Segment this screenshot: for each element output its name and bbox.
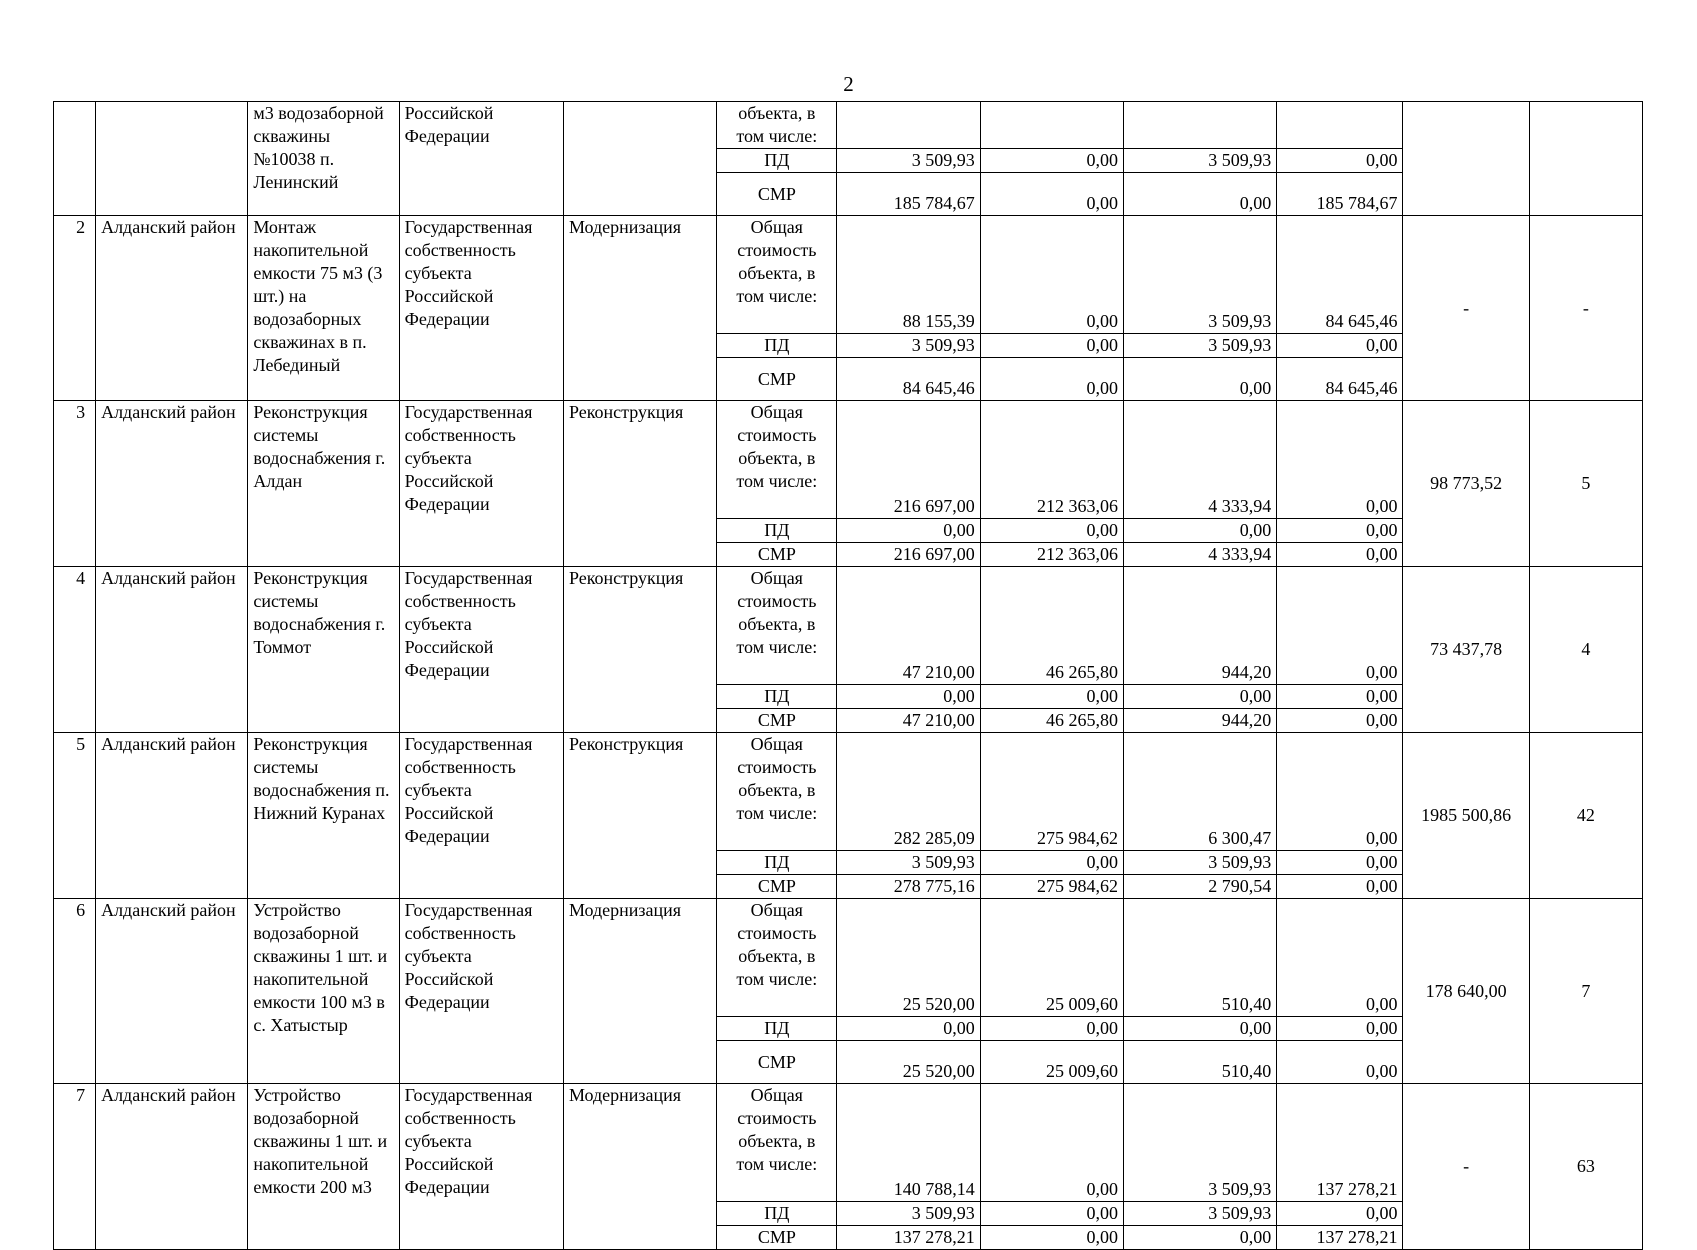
object-name-cell: Устройство водозаборной скважины 1 шт. и накопительной емкости 100 м3 в с. Хатыстыр: [248, 899, 399, 1084]
cost-type-total-label: Общая стоимость объекта, в том числе:: [717, 567, 837, 685]
count-cell: 42: [1529, 733, 1642, 899]
capacity-cell: 98 773,52: [1403, 401, 1529, 567]
work-type-cell: [563, 102, 716, 216]
total-value-cell: 3 509,93: [1123, 216, 1276, 334]
pd-value-cell: 0,00: [980, 1017, 1123, 1041]
pd-value-cell: 0,00: [837, 519, 980, 543]
smr-value-cell: 278 775,16: [837, 875, 980, 899]
smr-value-cell: 0,00: [980, 173, 1123, 216]
smr-value-cell: 0,00: [1277, 709, 1403, 733]
smr-value-cell: 25 520,00: [837, 1041, 980, 1084]
smr-value-cell: 137 278,21: [1277, 1226, 1403, 1250]
pd-value-cell: 3 509,93: [1123, 149, 1276, 173]
work-type-cell: Модернизация: [563, 1084, 716, 1250]
smr-value-cell: 944,20: [1123, 709, 1276, 733]
capacity-cell: 1985 500,86: [1403, 733, 1529, 899]
district-cell: Алданский район: [96, 401, 248, 567]
ownership-cell: Российской Федерации: [399, 102, 563, 216]
pd-value-cell: 0,00: [980, 519, 1123, 543]
pd-value-cell: 3 509,93: [837, 851, 980, 875]
capacity-cell: -: [1403, 1084, 1529, 1250]
table-row: [54, 899, 1643, 1017]
row-number-cell: 4: [54, 567, 96, 733]
ownership-cell: Государственная собственность субъекта Российской Федерации: [399, 567, 563, 733]
smr-value-cell: 185 784,67: [837, 173, 980, 216]
smr-value-cell: 84 645,46: [837, 358, 980, 401]
count-cell: [1529, 102, 1642, 216]
object-name-cell: Реконструкция системы водоснабжения п. Нижний Куранах: [248, 733, 399, 899]
total-value-cell: 275 984,62: [980, 733, 1123, 851]
total-value-cell: 46 265,80: [980, 567, 1123, 685]
count-cell: -: [1529, 216, 1642, 401]
table-row: [54, 216, 1643, 334]
work-type-cell: Модернизация: [563, 216, 716, 401]
capacity-cell: -: [1403, 216, 1529, 401]
table-row: [54, 567, 1643, 685]
pd-value-cell: 0,00: [1277, 519, 1403, 543]
object-name-cell: Реконструкция системы водоснабжения г. Алдан: [248, 401, 399, 567]
cost-type-pd-label: ПД: [717, 685, 837, 709]
pd-value-cell: 0,00: [1123, 519, 1276, 543]
total-value-cell: 944,20: [1123, 567, 1276, 685]
pd-value-cell: 0,00: [980, 149, 1123, 173]
total-value-cell: 47 210,00: [837, 567, 980, 685]
pd-value-cell: 0,00: [837, 685, 980, 709]
table-row: [54, 1084, 1643, 1202]
smr-value-cell: 275 984,62: [980, 875, 1123, 899]
smr-value-cell: 0,00: [980, 1226, 1123, 1250]
cost-type-smr-label: СМР: [717, 1041, 837, 1084]
total-value-cell: [837, 102, 980, 149]
cost-type-total-label: Общая стоимость объекта, в том числе:: [717, 1084, 837, 1202]
cost-type-pd-label: ПД: [717, 519, 837, 543]
smr-value-cell: 185 784,67: [1277, 173, 1403, 216]
budget-table: [53, 101, 1643, 1250]
object-name-cell: Устройство водозаборной скважины 1 шт. и накопительной емкости 200 м3: [248, 1084, 399, 1250]
smr-value-cell: 2 790,54: [1123, 875, 1276, 899]
ownership-cell: Государственная собственность субъекта Российской Федерации: [399, 733, 563, 899]
smr-value-cell: 216 697,00: [837, 543, 980, 567]
total-value-cell: 0,00: [1277, 567, 1403, 685]
cost-type-total-label: Общая стоимость объекта, в том числе:: [717, 733, 837, 851]
total-value-cell: 0,00: [980, 216, 1123, 334]
row-number-cell: 6: [54, 899, 96, 1084]
total-value-cell: 510,40: [1123, 899, 1276, 1017]
table-row: [54, 401, 1643, 519]
pd-value-cell: 3 509,93: [837, 334, 980, 358]
total-value-cell: 88 155,39: [837, 216, 980, 334]
table-row: [54, 733, 1643, 851]
pd-value-cell: 0,00: [1277, 851, 1403, 875]
smr-value-cell: 0,00: [1277, 875, 1403, 899]
pd-value-cell: 0,00: [1123, 685, 1276, 709]
total-value-cell: 3 509,93: [1123, 1084, 1276, 1202]
row-number-cell: 2: [54, 216, 96, 401]
cost-type-pd-label: ПД: [717, 149, 837, 173]
smr-value-cell: 212 363,06: [980, 543, 1123, 567]
smr-value-cell: 0,00: [1123, 173, 1276, 216]
count-cell: 7: [1529, 899, 1642, 1084]
pd-value-cell: 0,00: [1277, 685, 1403, 709]
pd-value-cell: 0,00: [980, 685, 1123, 709]
capacity-cell: 178 640,00: [1403, 899, 1529, 1084]
smr-value-cell: 4 333,94: [1123, 543, 1276, 567]
row-number-cell: 7: [54, 1084, 96, 1250]
district-cell: Алданский район: [96, 1084, 248, 1250]
row-number-cell: 5: [54, 733, 96, 899]
page-number: 2: [843, 72, 854, 96]
smr-value-cell: 510,40: [1123, 1041, 1276, 1084]
total-value-cell: 25 520,00: [837, 899, 980, 1017]
table-row: [54, 102, 1643, 149]
pd-value-cell: 0,00: [980, 334, 1123, 358]
ownership-cell: Государственная собственность субъекта Российской Федерации: [399, 401, 563, 567]
total-value-cell: 0,00: [1277, 401, 1403, 519]
smr-value-cell: 47 210,00: [837, 709, 980, 733]
ownership-cell: Государственная собственность субъекта Российской Федерации: [399, 1084, 563, 1250]
smr-value-cell: 25 009,60: [980, 1041, 1123, 1084]
pd-value-cell: 0,00: [1123, 1017, 1276, 1041]
row-number-cell: [54, 102, 96, 216]
cost-type-pd-label: ПД: [717, 1202, 837, 1226]
pd-value-cell: 0,00: [1277, 1017, 1403, 1041]
total-value-cell: 216 697,00: [837, 401, 980, 519]
smr-value-cell: 0,00: [980, 358, 1123, 401]
work-type-cell: Реконструкция: [563, 401, 716, 567]
cost-type-total-label: Общая стоимость объекта, в том числе:: [717, 401, 837, 519]
pd-value-cell: 0,00: [837, 1017, 980, 1041]
pd-value-cell: 3 509,93: [1123, 334, 1276, 358]
count-cell: 5: [1529, 401, 1642, 567]
cost-type-pd-label: ПД: [717, 1017, 837, 1041]
cost-type-total-label: Общая стоимость объекта, в том числе:: [717, 899, 837, 1017]
district-cell: Алданский район: [96, 216, 248, 401]
total-value-cell: 0,00: [1277, 899, 1403, 1017]
pd-value-cell: 0,00: [980, 1202, 1123, 1226]
capacity-cell: [1403, 102, 1529, 216]
work-type-cell: Реконструкция: [563, 567, 716, 733]
total-value-cell: 84 645,46: [1277, 216, 1403, 334]
pd-value-cell: 0,00: [980, 851, 1123, 875]
object-name-cell: Реконструкция системы водоснабжения г. Томмот: [248, 567, 399, 733]
cost-type-pd-label: ПД: [717, 334, 837, 358]
cost-type-smr-label: СМР: [717, 173, 837, 216]
cost-type-smr-label: СМР: [717, 1226, 837, 1250]
total-value-cell: [980, 102, 1123, 149]
district-cell: Алданский район: [96, 567, 248, 733]
total-value-cell: [1123, 102, 1276, 149]
smr-value-cell: 46 265,80: [980, 709, 1123, 733]
pd-value-cell: 0,00: [1277, 149, 1403, 173]
smr-value-cell: 137 278,21: [837, 1226, 980, 1250]
ownership-cell: Государственная собственность субъекта Российской Федерации: [399, 899, 563, 1084]
object-name-cell: Монтаж накопительной емкости 75 м3 (3 шт.) на водозаборных скважинах в п. Лебединый: [248, 216, 399, 401]
cost-type-total-label: Общая стоимость объекта, в том числе:: [717, 216, 837, 334]
count-cell: 4: [1529, 567, 1642, 733]
district-cell: [96, 102, 248, 216]
smr-value-cell: 0,00: [1277, 543, 1403, 567]
cost-type-pd-label: ПД: [717, 851, 837, 875]
count-cell: 63: [1529, 1084, 1642, 1250]
work-type-cell: Реконструкция: [563, 733, 716, 899]
smr-value-cell: 84 645,46: [1277, 358, 1403, 401]
total-value-cell: 6 300,47: [1123, 733, 1276, 851]
smr-value-cell: 0,00: [1123, 1226, 1276, 1250]
total-value-cell: 140 788,14: [837, 1084, 980, 1202]
ownership-cell: Государственная собственность субъекта Российской Федерации: [399, 216, 563, 401]
capacity-cell: 73 437,78: [1403, 567, 1529, 733]
total-value-cell: 25 009,60: [980, 899, 1123, 1017]
total-value-cell: 282 285,09: [837, 733, 980, 851]
total-value-cell: 0,00: [1277, 733, 1403, 851]
pd-value-cell: 3 509,93: [837, 149, 980, 173]
total-value-cell: 137 278,21: [1277, 1084, 1403, 1202]
total-value-cell: 4 333,94: [1123, 401, 1276, 519]
total-value-cell: [1277, 102, 1403, 149]
smr-value-cell: 0,00: [1123, 358, 1276, 401]
cost-type-smr-label: СМР: [717, 543, 837, 567]
pd-value-cell: 3 509,93: [1123, 851, 1276, 875]
pd-value-cell: 3 509,93: [837, 1202, 980, 1226]
total-value-cell: 0,00: [980, 1084, 1123, 1202]
cost-type-smr-label: СМР: [717, 875, 837, 899]
pd-value-cell: 3 509,93: [1123, 1202, 1276, 1226]
pd-value-cell: 0,00: [1277, 1202, 1403, 1226]
district-cell: Алданский район: [96, 899, 248, 1084]
work-type-cell: Модернизация: [563, 899, 716, 1084]
cost-type-total-label: объекта, в том числе:: [717, 102, 837, 149]
pd-value-cell: 0,00: [1277, 334, 1403, 358]
total-value-cell: 212 363,06: [980, 401, 1123, 519]
cost-type-smr-label: СМР: [717, 709, 837, 733]
cost-type-smr-label: СМР: [717, 358, 837, 401]
object-name-cell: м3 водозаборной скважины №10038 п. Ленинский: [248, 102, 399, 216]
district-cell: Алданский район: [96, 733, 248, 899]
smr-value-cell: 0,00: [1277, 1041, 1403, 1084]
row-number-cell: 3: [54, 401, 96, 567]
